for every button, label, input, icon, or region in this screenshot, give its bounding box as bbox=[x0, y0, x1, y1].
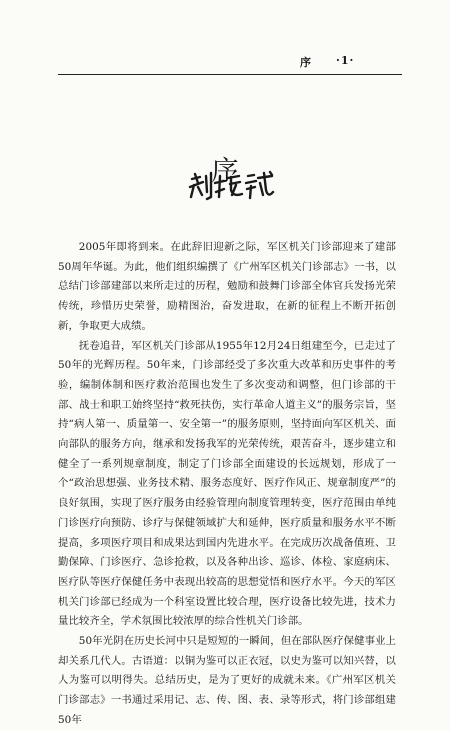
page-title: 序 bbox=[211, 156, 239, 187]
paragraph-2: 抚卷追昔，军区机关门诊部从1955年12月24日组建至今，已走过了50年的光辉历程。50年来，门诊部经受了多次重大改革和历史事件的考验，编制体制和医疗救治范围也发生了多次变动和调整，但门诊部的干部、战士和职工始终坚持“救死扶伤，实行革命人道主义”的服务宗旨，坚持“病人第一、质量第一、安全第一”的服务原则，坚持面向军区机关、面向部队的服务方向，继承和发扬我军的光荣传统，艰苦奋斗，逐步建立和健全了一系列规章制度，制定了门诊部全面建设的长远规划，形成了一个“政治思想强、业务技术精、服务态度好、医疗作风正、规章制度严”的良好氛围，实现了医疗服务由经验管理向制度管理转变，医疗范围由单纯门诊医疗向预防、诊疗与保健领域扩大和延伸，医疗质量和服务水平不断提高，多项医疗项目和成果达到国内先进水平。在完成历次战备值班、卫勤保障、门诊医疗、急诊抢救，以及各种出诊、巡诊、体检、家庭病床、医疗队等医疗保健任务中表现出较高的思想觉悟和医疗水平。今天的军区机关门诊部已经成为一个科室设置比较合理，医疗设备比较先进，技术力量比较齐全，学术氛围比较浓厚的综合性机关门诊部。 bbox=[58, 339, 396, 628]
running-head bbox=[300, 54, 404, 70]
paragraph-1: 2005年即将到来。在此辞旧迎新之际，军区机关门诊部迎来了建部50周年华诞。为此，他们组织编撰了《广州军区机关门诊部志》一书，以总结门诊部建部以来所走过的历程，勉励和鼓舞门诊部全体官兵发扬光荣传统，珍惜历史荣誉，励精图治，奋发进取，在新的征程上不断开拓创新，争取更大成绩。 bbox=[58, 241, 396, 332]
header-rule bbox=[58, 74, 402, 75]
handwritten-signature bbox=[186, 170, 276, 204]
page-number: ·1· bbox=[336, 54, 355, 67]
paragraph-3: 50年光阴在历史长河中只是短短的一瞬间，但在部队医疗保健事业上却关系几代人。古语道：以铜为鉴可以正衣冠，以史为鉴可以知兴替，以人为鉴可以明得失。总结历史，是为了更好的成就未来。《广州军区机关门诊部志》一书通过采用记、志、传、图、表、录等形式，将门诊部组建50年 bbox=[58, 635, 396, 726]
running-head-section: 序 bbox=[300, 56, 312, 69]
